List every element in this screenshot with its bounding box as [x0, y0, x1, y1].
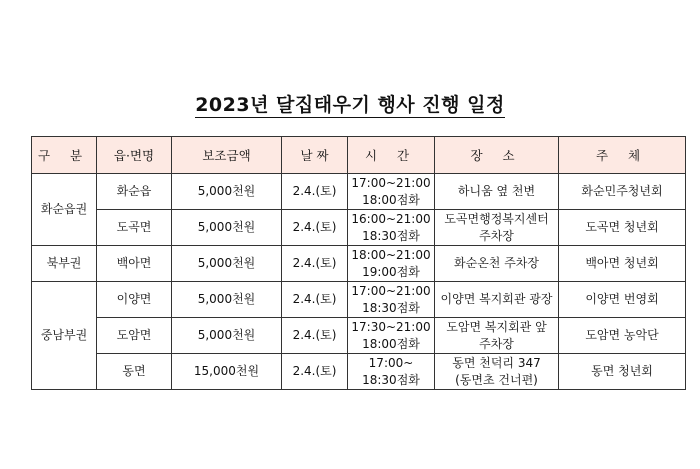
host-cell: 백아면 청년회 [559, 246, 686, 282]
place-line-2: 주차장 [479, 336, 514, 351]
amount-cell: 5,000천원 [172, 210, 282, 246]
time-range: 17:00~ [368, 355, 414, 370]
time-cell [348, 318, 435, 354]
region-cell: 화순읍권 [32, 174, 97, 246]
header-host: 주 체 [559, 137, 686, 174]
header-time: 시 간 [348, 137, 435, 174]
place-line-1: 도곡면행정복지센터 [444, 211, 549, 226]
time-cell [348, 354, 435, 390]
time-range: 17:00~21:00 [351, 175, 431, 190]
time-range: 16:00~21:00 [351, 211, 431, 226]
time-range: 17:30~21:00 [351, 319, 431, 334]
place-cell: 이양면 복지회관 광장 [435, 282, 559, 318]
place-cell [435, 354, 559, 390]
town-cell: 백아면 [97, 246, 172, 282]
time-cell [348, 246, 435, 282]
date-cell: 2.4.(토) [282, 210, 348, 246]
ignition-time: 18:00점화 [362, 192, 420, 207]
region-cell: 중남부권 [32, 282, 97, 390]
schedule-table [31, 136, 686, 390]
date-cell: 2.4.(토) [282, 174, 348, 210]
region-cell: 북부권 [32, 246, 97, 282]
amount-cell: 5,000천원 [172, 318, 282, 354]
town-cell: 도암면 [97, 318, 172, 354]
date-cell: 2.4.(토) [282, 282, 348, 318]
town-cell: 화순읍 [97, 174, 172, 210]
place-cell: 화순온천 주차장 [435, 246, 559, 282]
place-line-1: 동면 천덕리 347 [452, 355, 541, 370]
host-cell: 도곡면 청년회 [559, 210, 686, 246]
town-cell: 이양면 [97, 282, 172, 318]
ignition-time: 19:00점화 [362, 264, 420, 279]
host-cell: 화순민주청년회 [559, 174, 686, 210]
time-cell [348, 282, 435, 318]
amount-cell: 15,000천원 [172, 354, 282, 390]
place-cell [435, 210, 559, 246]
time-cell [348, 210, 435, 246]
table-header-row [32, 137, 686, 174]
time-range: 18:00~21:00 [351, 247, 431, 262]
header-date: 날 짜 [282, 137, 348, 174]
table-row [32, 318, 686, 354]
ignition-time: 18:00점화 [362, 336, 420, 351]
host-cell: 동면 청년회 [559, 354, 686, 390]
time-cell [348, 174, 435, 210]
amount-cell: 5,000천원 [172, 246, 282, 282]
table-row [32, 354, 686, 390]
ignition-time: 18:30점화 [362, 372, 420, 387]
date-cell: 2.4.(토) [282, 354, 348, 390]
header-place: 장 소 [435, 137, 559, 174]
header-town: 읍·면명 [97, 137, 172, 174]
table-row [32, 174, 686, 210]
table-row [32, 210, 686, 246]
town-cell: 동면 [97, 354, 172, 390]
place-line-2: (동면초 건너편) [455, 372, 538, 387]
town-cell: 도곡면 [97, 210, 172, 246]
date-cell: 2.4.(토) [282, 318, 348, 354]
place-cell [435, 318, 559, 354]
amount-cell: 5,000천원 [172, 282, 282, 318]
table-row [32, 282, 686, 318]
place-line-2: 주차장 [479, 228, 514, 243]
header-category: 구 분 [32, 137, 97, 174]
header-amount: 보조금액 [172, 137, 282, 174]
date-cell: 2.4.(토) [282, 246, 348, 282]
page-title [0, 90, 700, 117]
time-range: 17:00~21:00 [351, 283, 431, 298]
ignition-time: 18:30점화 [362, 300, 420, 315]
ignition-time: 18:30점화 [362, 228, 420, 243]
page-title-text: 2023년 달집태우기 행사 진행 일정 [195, 94, 505, 116]
host-cell: 이양면 번영회 [559, 282, 686, 318]
host-cell: 도암면 농악단 [559, 318, 686, 354]
amount-cell: 5,000천원 [172, 174, 282, 210]
table-row [32, 246, 686, 282]
place-cell: 하니움 옆 천변 [435, 174, 559, 210]
place-line-1: 도암면 복지회관 앞 [446, 319, 547, 334]
